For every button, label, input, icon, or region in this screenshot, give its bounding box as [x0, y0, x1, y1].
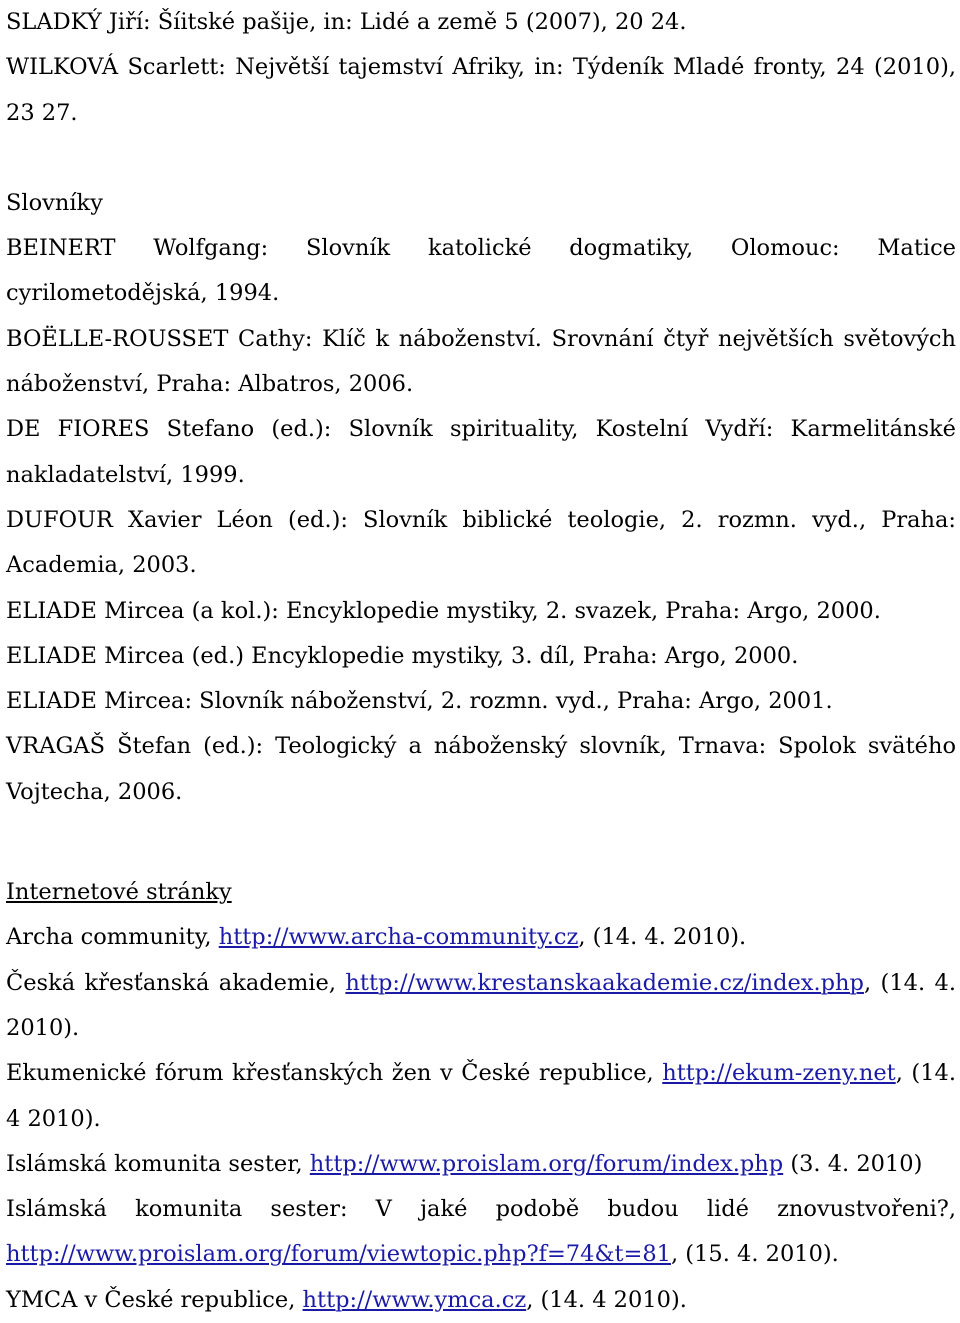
web-entry-date: , (14. 4 2010). [526, 1286, 687, 1313]
web-entry [6, 1187, 956, 1278]
section-spacer [6, 136, 956, 181]
web-entry-title: Islámská komunita sester, [6, 1150, 310, 1177]
web-entry-date: (3. 4. 2010) [783, 1150, 923, 1177]
web-entry-title: Islámská komunita sester: V jaké podobě budou lidé znovustvořeni?, [6, 1196, 956, 1223]
web-link[interactable]: http://www.ymca.cz [302, 1286, 527, 1313]
dictionary-entry: ELIADE Mircea (ed.) Encyklopedie mystiky, 3. díl, Praha: Argo, 2000. [6, 642, 799, 669]
web-entry-title: Česká křesťanská akademie, [6, 969, 346, 996]
web-link[interactable]: http://www.proislam.org/forum/index.php [309, 1150, 784, 1177]
dictionary-entry: BEINERT Wolfgang: Slovník katolické dogmatiky, Olomouc: Matice cyrilometodějská, 1994. [6, 235, 956, 307]
web-link[interactable]: http://www.proislam.org/forum/viewtopic.php?f=74&t=81 [6, 1241, 671, 1268]
web-link[interactable]: http://www.krestanskaakademie.cz/index.php [345, 969, 864, 996]
web-entry [6, 1278, 956, 1323]
web-entry-date: , (14. 4. 2010). [6, 969, 956, 1041]
dictionary-entry: BOËLLE-ROUSSET Cathy: Klíč k náboženství. Srovnání čtyř největších světových náboženství, Praha: Albatros, 2006. [6, 325, 956, 398]
bibliography-page [6, 0, 956, 1323]
dictionary-entry: ELIADE Mircea (a kol.): Encyklopedie mystiky, 2. svazek, Praha: Argo, 2000. [6, 597, 881, 624]
section-heading-internet: Internetové stránky [6, 879, 232, 906]
web-entry-title: Ekumenické fórum křesťanských žen v České republice, [6, 1060, 663, 1087]
reference-entry: WILKOVÁ Scarlett: Největší tajemství Afriky, in: Týdeník Mladé fronty, 24 (2010), 23 27. [6, 54, 956, 126]
dictionary-entry: VRAGAŠ Štefan (ed.): Teologický a náboženský slovník, Trnava: Spolok svätého Vojtecha, 2006. [6, 733, 956, 805]
dictionary-entry: DE FIORES Stefano (ed.): Slovník spirituality, Kostelní Vydří: Karmelitánské nakladatelství, 1999. [6, 416, 956, 488]
web-entry [6, 915, 956, 960]
dictionary-entry: ELIADE Mircea: Slovník náboženství, 2. rozmn. vyd., Praha: Argo, 2001. [6, 688, 833, 715]
dictionary-entry: DUFOUR Xavier Léon (ed.): Slovník biblické teologie, 2. rozmn. vyd., Praha: Academia, 2003. [6, 506, 956, 579]
web-link[interactable]: http://www.archa-community.cz [218, 924, 579, 951]
web-entry [6, 961, 956, 1052]
web-entry-title: YMCA v České republice, [6, 1286, 303, 1313]
web-entry-date: , (14. 4 2010). [6, 1060, 956, 1132]
section-spacer [6, 815, 956, 870]
reference-entry: SLADKÝ Jiří: Šíitské pašije, in: Lidé a země 5 (2007), 20 24. [6, 9, 687, 35]
web-entry [6, 1142, 956, 1187]
web-entry-date: , (14. 4. 2010). [578, 924, 747, 951]
web-entry-title: Archa community, [6, 924, 219, 951]
section-heading-slovniky: Slovníky [6, 189, 103, 216]
web-entry-date: , (15. 4. 2010). [671, 1241, 839, 1268]
web-entry [6, 1051, 956, 1142]
web-link[interactable]: http://ekum-zeny.net [662, 1060, 896, 1087]
